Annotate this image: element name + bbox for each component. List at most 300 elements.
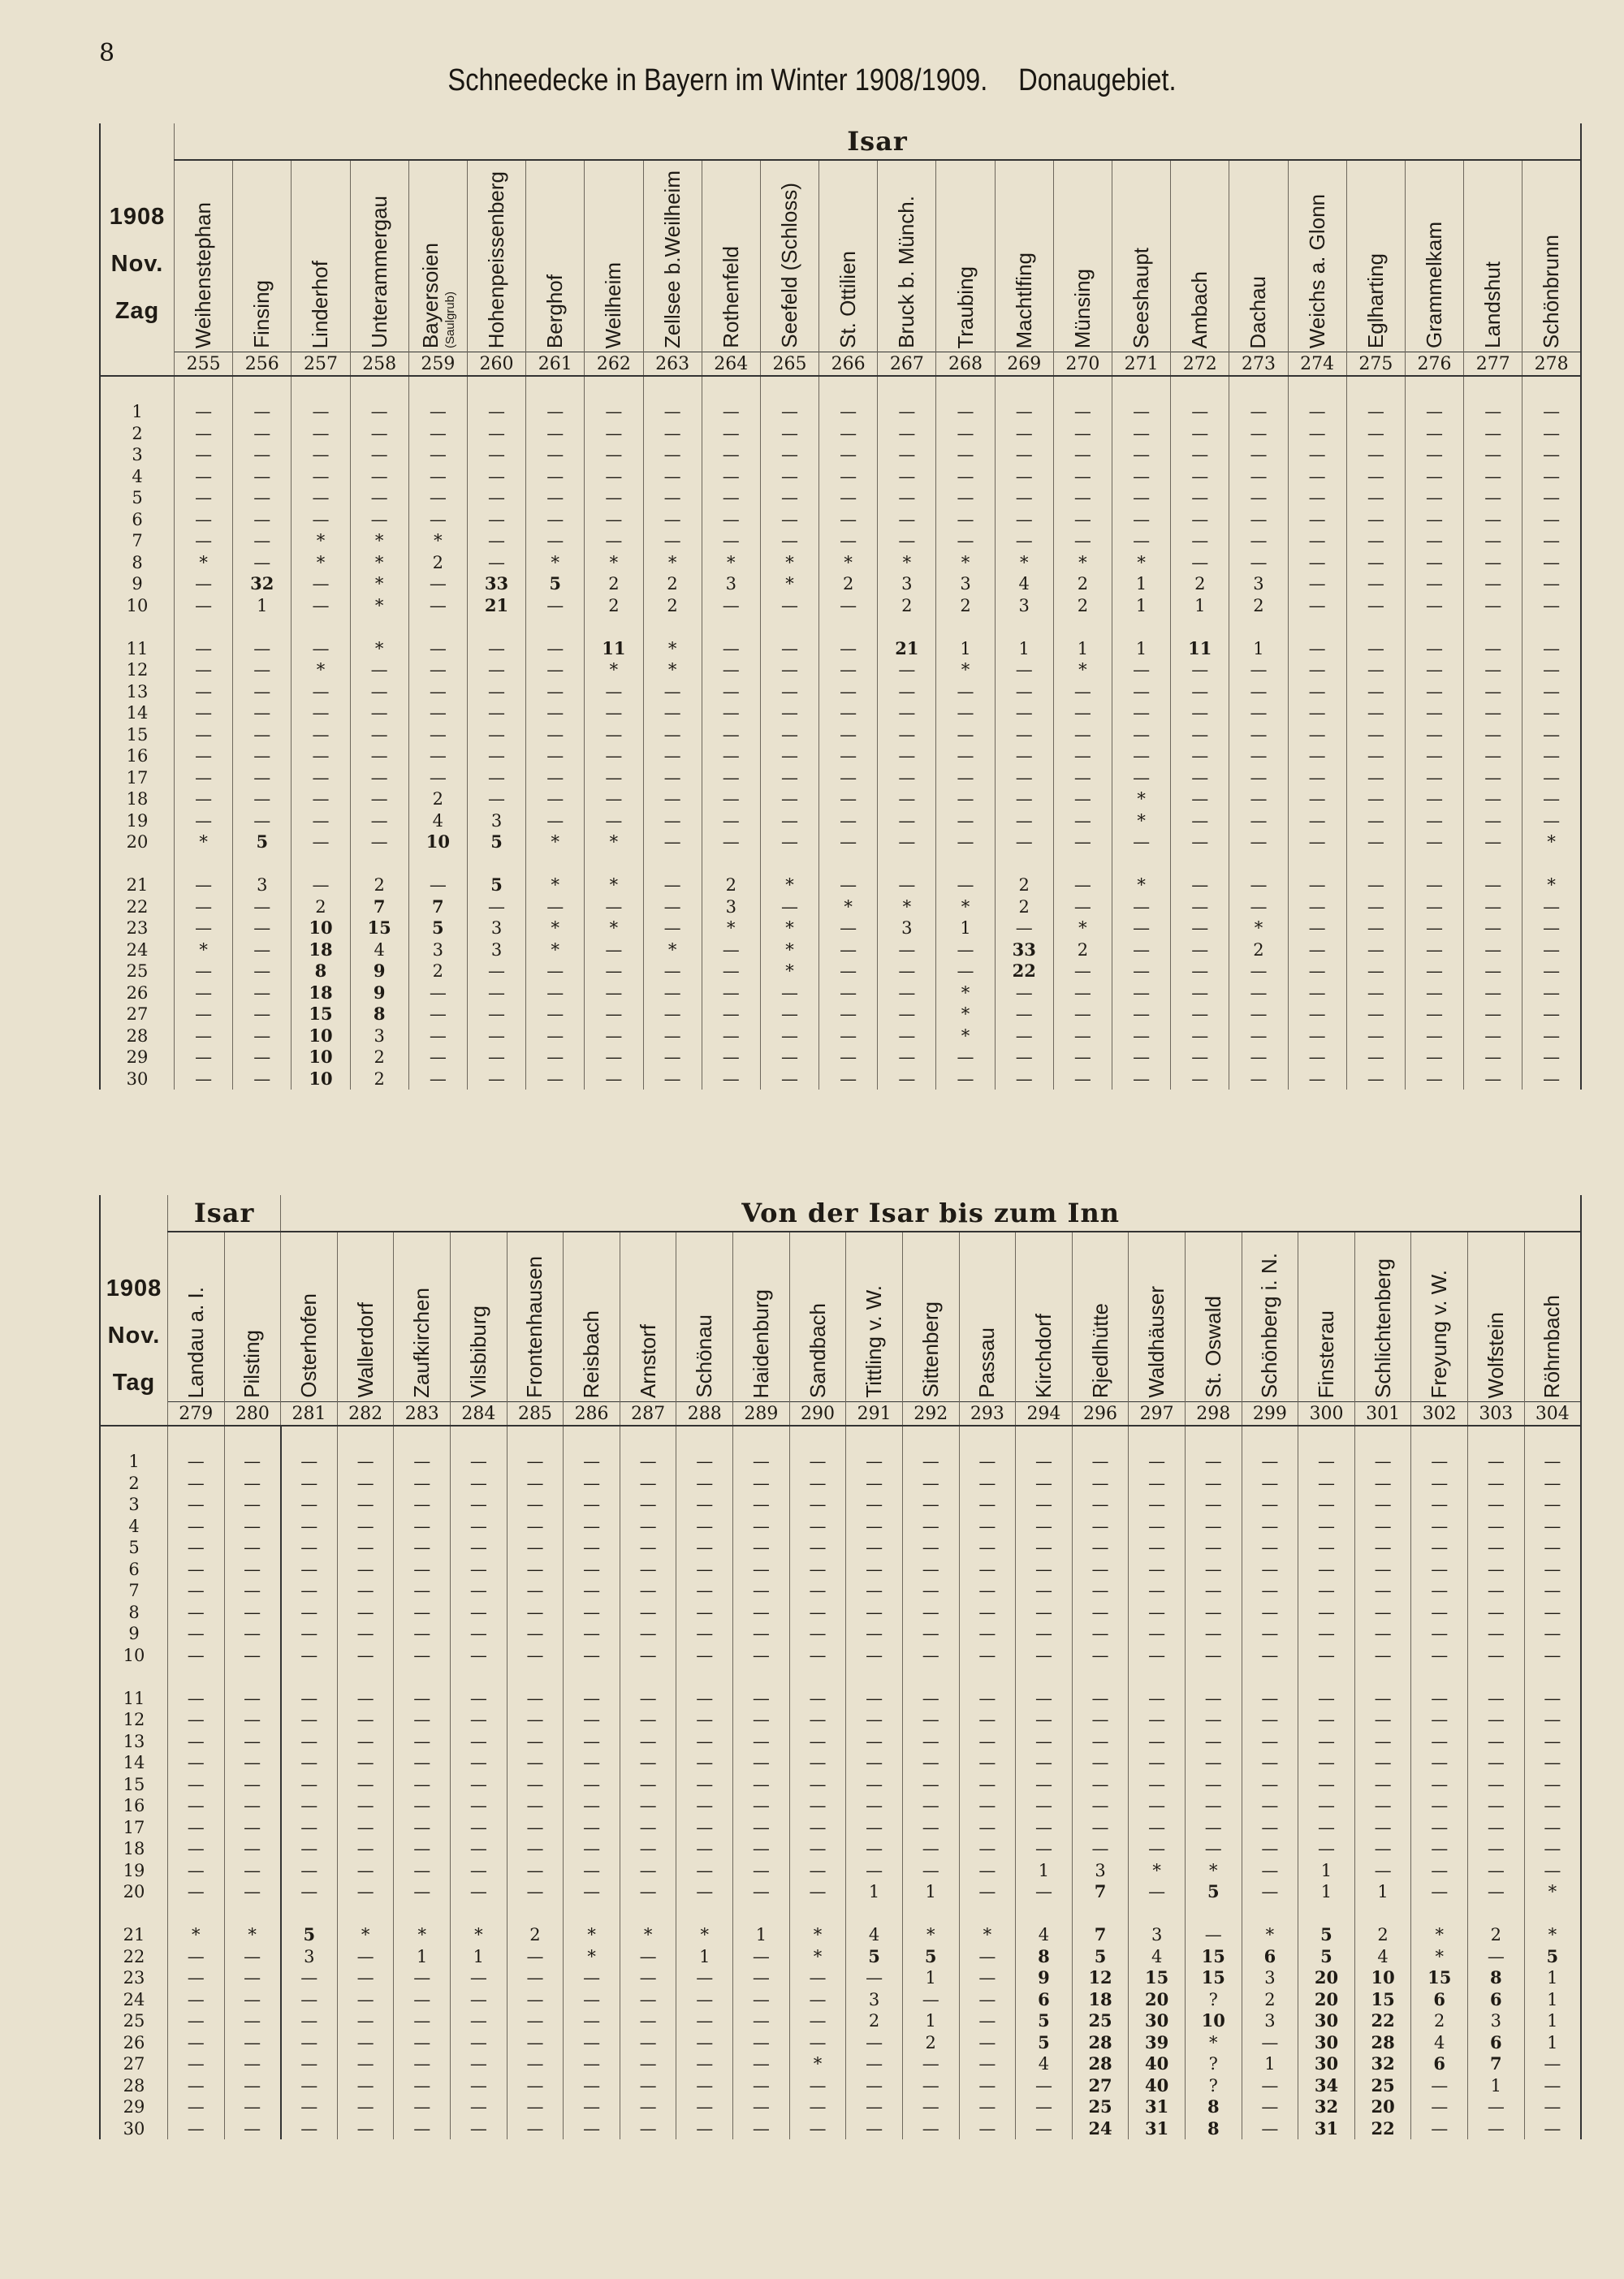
snow-value: —: [809, 1860, 827, 1880]
station-name: [507, 1232, 564, 1402]
snow-value: —: [1543, 918, 1561, 939]
snow-value: —: [1426, 767, 1444, 788]
snow-value: —: [1015, 1068, 1033, 1089]
snow-value: —: [1091, 1452, 1109, 1471]
snow-value: —: [413, 1538, 431, 1557]
snow-value: —: [957, 810, 974, 831]
station-number: 277: [1464, 352, 1522, 377]
snow-value: —: [809, 1731, 827, 1751]
snow-value: —: [840, 939, 857, 960]
snow-value: —: [370, 466, 388, 486]
snow-value: —: [1015, 445, 1033, 465]
station-number: 279: [168, 1402, 225, 1427]
snow-value: 6: [1490, 2031, 1502, 2052]
snow-value: —: [866, 1559, 883, 1579]
snow-value: *: [1078, 552, 1087, 572]
snow-value: *: [961, 552, 970, 572]
snow-value: —: [253, 767, 271, 788]
snow-value: *: [609, 918, 619, 939]
snow-value: —: [244, 1688, 261, 1708]
station-number: 273: [1229, 352, 1288, 377]
snow-value: —: [1148, 1839, 1166, 1858]
snow-value: —: [1261, 1688, 1279, 1708]
snow-value: —: [1261, 1817, 1279, 1837]
station-name: [394, 1232, 451, 1402]
snow-value: *: [609, 832, 619, 852]
snow-value: —: [1544, 1581, 1561, 1600]
snow-value: —: [866, 2032, 883, 2052]
snow-value: *: [1137, 810, 1146, 831]
snow-value: —: [488, 423, 506, 443]
snow-value: 1: [1135, 595, 1147, 615]
snow-value: 32: [1314, 2096, 1339, 2117]
snow-value: 5: [924, 1945, 937, 1966]
station-name: [1072, 1232, 1129, 1402]
snow-value: —: [1204, 1925, 1222, 1944]
snow-value: —: [526, 1817, 544, 1837]
snow-value: —: [1543, 445, 1561, 465]
snow-value: —: [195, 1004, 213, 1025]
snow-value: —: [1544, 1774, 1561, 1794]
snow-value: —: [752, 1624, 770, 1643]
snow-value: —: [978, 2054, 996, 2074]
snow-value: —: [187, 1731, 205, 1751]
snow-value: —: [300, 1452, 318, 1471]
snow-value: —: [312, 509, 330, 529]
snow-value: —: [356, 1753, 374, 1772]
station-name: [1112, 160, 1171, 352]
snow-value: —: [1308, 810, 1326, 831]
snow-value: *: [983, 1925, 992, 1944]
snow-value: —: [312, 767, 330, 788]
snow-value: —: [469, 1882, 487, 1901]
snow-value: —: [1484, 1047, 1502, 1068]
snow-value: —: [639, 1516, 657, 1536]
snow-value: —: [866, 1581, 883, 1600]
snow-value: —: [195, 423, 213, 443]
snow-value: —: [1191, 832, 1209, 852]
snow-value: —: [866, 1473, 883, 1493]
snow-value: —: [752, 1473, 770, 1493]
snow-value: —: [957, 1068, 974, 1089]
snow-value: —: [546, 896, 564, 917]
snow-value: —: [1544, 1516, 1561, 1536]
snow-value: *: [926, 1925, 935, 1944]
station-column: [350, 376, 408, 1090]
snow-value: —: [1133, 1004, 1151, 1025]
snow-value: —: [1250, 1068, 1268, 1089]
snow-value: —: [1191, 746, 1209, 766]
snow-value: —: [413, 1796, 431, 1815]
snow-value: —: [780, 746, 798, 766]
day-number: 24: [123, 1989, 145, 2009]
snow-value: —: [1487, 1774, 1505, 1794]
snow-value: —: [546, 982, 564, 1003]
snow-value: —: [722, 466, 740, 486]
page-number: 8: [99, 39, 115, 67]
snow-value: —: [1543, 1004, 1561, 1025]
snow-value: —: [244, 1860, 261, 1880]
day-number: 28: [123, 2075, 145, 2096]
snow-value: *: [1137, 875, 1146, 896]
snow-value: —: [1250, 1004, 1268, 1025]
snow-value: *: [551, 552, 559, 572]
snow-value: —: [546, 1004, 564, 1025]
snow-value: —: [663, 531, 681, 551]
snow-value: —: [722, 638, 740, 658]
snow-value: —: [1544, 1624, 1561, 1643]
snow-value: —: [1308, 466, 1326, 486]
snow-value: —: [526, 1602, 544, 1622]
snow-value: —: [1250, 982, 1268, 1003]
snow-value: —: [413, 2011, 431, 2031]
snow-value: 2: [1434, 2011, 1445, 2031]
snow-value: —: [356, 1817, 374, 1837]
day-column: [100, 1426, 168, 2139]
station-column: [526, 376, 585, 1090]
snow-value: —: [469, 1452, 487, 1471]
snow-value: —: [752, 1495, 770, 1514]
snow-value: 3: [374, 1025, 385, 1046]
snow-value: —: [1367, 982, 1384, 1003]
snow-value: *: [316, 531, 326, 551]
snow-value: —: [300, 1559, 318, 1579]
snow-value: —: [1487, 1882, 1505, 1901]
snow-value: 1: [417, 1946, 428, 1966]
snow-value: 9: [1038, 1967, 1050, 1988]
snow-value: —: [187, 1860, 205, 1880]
snow-value: —: [1261, 1538, 1279, 1557]
snow-value: —: [1148, 1731, 1166, 1751]
station-column: [1298, 1426, 1355, 2139]
snow-value: —: [639, 2075, 657, 2096]
snow-value: —: [1544, 1731, 1561, 1751]
snow-value: —: [1431, 1839, 1449, 1858]
snow-value: —: [300, 2032, 318, 2052]
snow-value: —: [1543, 466, 1561, 486]
snow-value: —: [605, 423, 623, 443]
station-column: [902, 1426, 959, 2139]
snow-value: —: [1374, 1839, 1392, 1858]
snow-value: —: [605, 466, 623, 486]
snow-value: —: [1543, 810, 1561, 831]
snow-value: —: [639, 1989, 657, 2009]
snow-value: —: [752, 2118, 770, 2139]
snow-value: —: [957, 531, 974, 551]
snow-value: —: [244, 2032, 261, 2052]
snow-value: —: [1367, 918, 1384, 939]
snow-value: —: [583, 1989, 601, 2009]
snow-value: —: [1367, 703, 1384, 723]
region-isar-top: Isar: [175, 123, 1582, 160]
snow-value: —: [722, 961, 740, 982]
day-number: 17: [126, 767, 149, 788]
snow-value: 7: [1490, 2053, 1502, 2074]
snow-value: —: [639, 1796, 657, 1815]
snow-value: 3: [490, 918, 503, 939]
snow-value: —: [809, 1473, 827, 1493]
snow-value: —: [752, 2075, 770, 2096]
snow-value: —: [978, 1559, 996, 1579]
snow-value: —: [1191, 1025, 1209, 1046]
snow-value: —: [187, 1710, 205, 1729]
snow-value: —: [809, 1968, 827, 1988]
snow-value: —: [1034, 1495, 1052, 1514]
snow-value: —: [244, 1882, 261, 1901]
station-number: 255: [175, 352, 233, 377]
snow-value: —: [1191, 767, 1209, 788]
snow-value: —: [1034, 1602, 1052, 1622]
snow-value: —: [1308, 509, 1326, 529]
snow-value: —: [978, 1538, 996, 1557]
snow-value: —: [1250, 488, 1268, 508]
snow-value: —: [1015, 724, 1033, 745]
snow-value: —: [1544, 1860, 1561, 1880]
snow-value: —: [253, 724, 271, 745]
station-label: Passau: [974, 1327, 1000, 1398]
snow-value: —: [429, 1004, 447, 1025]
station-label: Reisbach: [579, 1310, 604, 1398]
snow-value: 20: [1371, 2096, 1395, 2117]
snow-value: —: [195, 1047, 213, 1068]
snow-value: —: [429, 703, 447, 723]
snow-value: 3: [1095, 1860, 1106, 1880]
snow-value: —: [722, 746, 740, 766]
snow-value: —: [1431, 1559, 1449, 1579]
snow-value: —: [187, 2054, 205, 2074]
snow-value: —: [195, 918, 213, 939]
snow-value: —: [696, 1538, 714, 1557]
snow-value: 1: [699, 1946, 710, 1966]
snow-value: —: [752, 1559, 770, 1579]
snow-value: —: [1015, 767, 1033, 788]
snow-value: —: [696, 1860, 714, 1880]
snow-value: —: [1374, 1645, 1392, 1665]
snow-value: —: [1191, 509, 1209, 529]
station-column: [846, 1426, 903, 2139]
snow-value: —: [840, 875, 857, 896]
day-label: Tag: [112, 1370, 156, 1396]
snow-value: —: [1034, 2075, 1052, 2096]
station-column: [175, 376, 233, 1090]
snow-value: —: [1543, 1025, 1561, 1046]
snow-value: —: [1073, 1068, 1091, 1089]
snow-value: —: [370, 746, 388, 766]
snow-value: —: [1431, 1452, 1449, 1471]
snow-value: 21: [484, 594, 509, 615]
snow-value: —: [1133, 703, 1151, 723]
snow-value: —: [1544, 1559, 1561, 1579]
snow-value: —: [639, 1968, 657, 1988]
snow-value: —: [696, 1688, 714, 1708]
snow-value: —: [195, 681, 213, 701]
snow-value: —: [722, 939, 740, 960]
station-number: 299: [1242, 1402, 1298, 1427]
snow-value: —: [1543, 423, 1561, 443]
snow-value: 1: [925, 1968, 936, 1988]
snow-value: —: [809, 1753, 827, 1772]
snow-value: —: [696, 2118, 714, 2139]
snow-value: —: [1034, 1473, 1052, 1493]
snow-value: —: [809, 1645, 827, 1665]
snow-value: —: [780, 466, 798, 486]
snow-value: *: [844, 896, 853, 917]
station-column: [643, 376, 702, 1090]
snow-value: 1: [960, 918, 971, 939]
snow-value: —: [866, 1731, 883, 1751]
station-name: [902, 1232, 959, 1402]
snow-value: —: [752, 1882, 770, 1901]
snow-value: *: [961, 896, 970, 917]
snow-value: —: [244, 1473, 261, 1493]
snow-value: —: [809, 2097, 827, 2117]
snow-value: *: [587, 1925, 596, 1944]
snow-value: —: [583, 1473, 601, 1493]
snow-value: —: [1015, 746, 1033, 766]
snow-value: 2: [1077, 939, 1089, 960]
snow-value: 2: [725, 875, 736, 896]
day-number: 12: [123, 1710, 145, 1729]
snow-value: —: [583, 2097, 601, 2117]
day-number: 4: [132, 466, 143, 486]
snow-value: —: [1073, 531, 1091, 551]
snow-value: 1: [1320, 1882, 1332, 1901]
snow-value: —: [780, 638, 798, 658]
snow-value: 2: [374, 1047, 385, 1068]
snow-value: —: [300, 2075, 318, 2096]
snow-value: —: [1261, 1796, 1279, 1815]
snow-value: —: [957, 488, 974, 508]
snow-value: —: [356, 1688, 374, 1708]
snow-value: —: [1034, 1796, 1052, 1815]
snow-value: 8: [1207, 2096, 1220, 2117]
snow-value: —: [809, 1688, 827, 1708]
snow-value: —: [898, 746, 916, 766]
station-number: 267: [878, 352, 936, 377]
snow-value: —: [187, 1796, 205, 1815]
snow-value: —: [866, 1516, 883, 1536]
snow-value: —: [722, 595, 740, 615]
snow-value: —: [1250, 767, 1268, 788]
snow-value: —: [312, 595, 330, 615]
snow-value: —: [780, 896, 798, 917]
snow-value: —: [356, 1495, 374, 1514]
station-label: Vilsbiburg: [465, 1306, 490, 1398]
snow-value: *: [1019, 552, 1029, 572]
snow-value: —: [1367, 939, 1384, 960]
station-label: Sittenberg: [918, 1301, 943, 1398]
snow-value: —: [1261, 2075, 1279, 2096]
snow-value: —: [1374, 1559, 1392, 1579]
snow-value: —: [809, 1624, 827, 1643]
snow-value: *: [1137, 789, 1146, 809]
snow-value: —: [663, 509, 681, 529]
snow-value: —: [957, 509, 974, 529]
snow-value: *: [813, 1925, 823, 1944]
station-column: [233, 376, 292, 1090]
snow-value: —: [1261, 1731, 1279, 1751]
snow-value: 3: [901, 918, 913, 939]
snow-value: —: [1543, 896, 1561, 917]
station-number: 294: [1016, 1402, 1073, 1427]
snow-value: —: [1484, 767, 1502, 788]
snow-value: —: [978, 1688, 996, 1708]
snow-value: —: [429, 423, 447, 443]
snow-value: —: [1091, 1731, 1109, 1751]
snow-value: —: [1484, 789, 1502, 809]
snow-value: —: [840, 918, 857, 939]
snow-value: —: [1426, 595, 1444, 615]
snow-value: —: [1015, 488, 1033, 508]
snow-value: —: [1034, 1817, 1052, 1837]
snow-value: —: [1426, 574, 1444, 594]
snow-value: —: [1148, 1495, 1166, 1514]
snow-value: 1: [1018, 638, 1030, 658]
snow-value: —: [1374, 1516, 1392, 1536]
snow-value: —: [356, 1516, 374, 1536]
day-number: 9: [128, 1624, 140, 1643]
snow-value: —: [639, 1946, 657, 1966]
snow-value: —: [356, 1602, 374, 1622]
snow-value: —: [1308, 531, 1326, 551]
day-number: 16: [123, 1796, 145, 1815]
snow-value: —: [1543, 681, 1561, 701]
snow-value: —: [696, 1839, 714, 1858]
station-label: Traubing: [952, 265, 978, 349]
snow-value: *: [785, 552, 794, 572]
snow-value: *: [961, 1025, 970, 1046]
snow-value: —: [244, 1452, 261, 1471]
snow-value: —: [370, 789, 388, 809]
snow-value: —: [809, 1559, 827, 1579]
station-column: [789, 1426, 846, 2139]
snow-value: —: [898, 660, 916, 680]
snow-value: —: [1133, 402, 1151, 422]
snow-value: —: [1091, 1473, 1109, 1493]
snow-value: —: [1543, 746, 1561, 766]
snow-value: —: [898, 789, 916, 809]
station-label: Arnstorf: [635, 1323, 660, 1398]
snow-value: —: [1034, 1839, 1052, 1858]
snow-value: —: [187, 1602, 205, 1622]
snow-value: —: [1261, 1559, 1279, 1579]
snow-value: —: [488, 746, 506, 766]
snow-value: 5: [1038, 2031, 1050, 2052]
snow-value: —: [1015, 1025, 1033, 1046]
snow-value: —: [1484, 810, 1502, 831]
snow-value: —: [898, 810, 916, 831]
snow-value: —: [1367, 875, 1384, 896]
snow-value: —: [195, 509, 213, 529]
snow-value: —: [1431, 1710, 1449, 1729]
snow-value: —: [1191, 660, 1209, 680]
snow-value: —: [312, 574, 330, 594]
station-column: [878, 376, 936, 1090]
snow-value: —: [253, 703, 271, 723]
station-number: 269: [995, 352, 1053, 377]
snow-value: —: [605, 724, 623, 745]
snow-value: —: [488, 982, 506, 1003]
snow-value: —: [922, 1688, 939, 1708]
snow-value: 7: [1094, 1881, 1107, 1901]
snow-value: —: [1148, 1624, 1166, 1643]
snow-value: —: [605, 810, 623, 831]
snow-value: —: [639, 1602, 657, 1622]
day-number: 20: [123, 1882, 145, 1901]
snow-value: —: [1543, 1047, 1561, 1068]
snow-value: 30: [1314, 2010, 1339, 2031]
snow-value: —: [866, 1495, 883, 1514]
